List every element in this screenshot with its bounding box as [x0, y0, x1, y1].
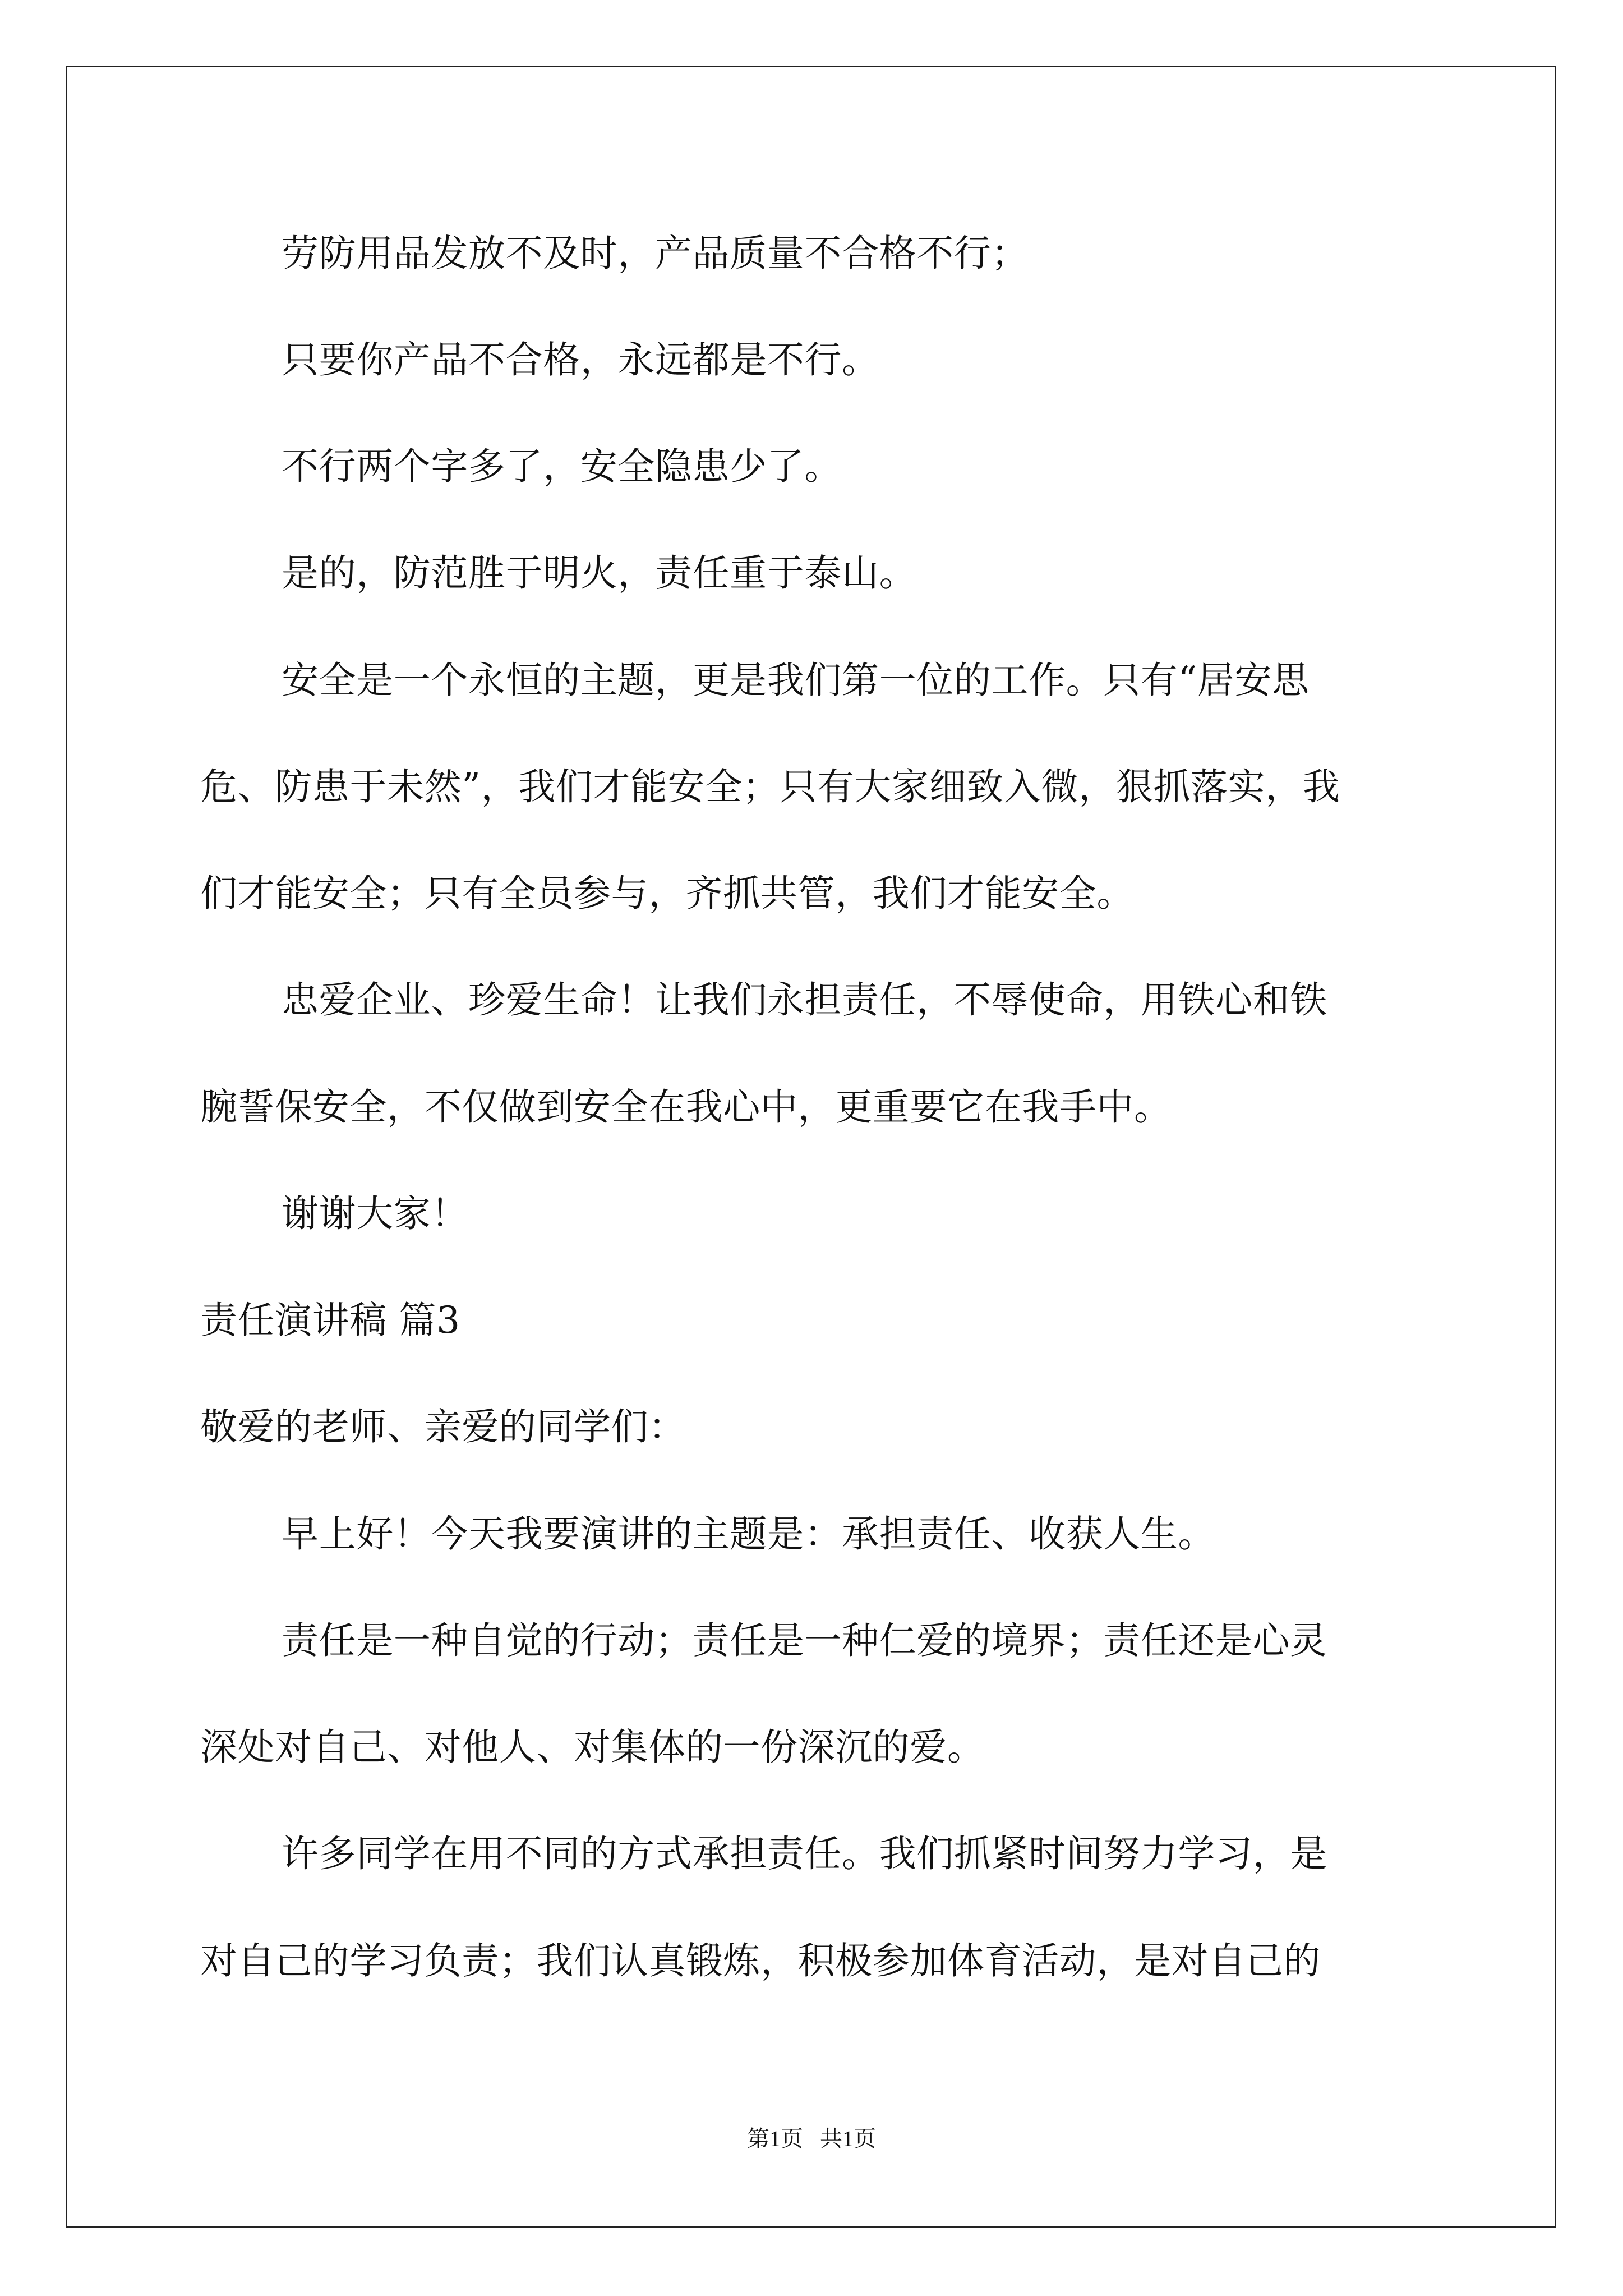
paragraph-line: 深处对自己、对他人、对集体的一份深沉的爱。: [200, 1726, 985, 1769]
section-heading: 责任演讲稿 篇3: [200, 1299, 460, 1342]
page-footer: [0, 2125, 1623, 2153]
paragraph-line: 们才能安全；只有全员参与，齐抓共管，我们才能安全。: [200, 872, 1134, 915]
paragraph-line: 安全是一个永恒的主题，更是我们第一位的工作。只有“居安思: [282, 659, 1310, 702]
paragraph-line: 只要你产品不合格，永远都是不行。: [282, 338, 879, 381]
page-number: 第1页: [747, 2126, 803, 2151]
paragraph-line: 危、防患于未然”，我们才能安全；只有大家细致入微，狠抓落实，我: [200, 765, 1340, 808]
paragraph-line: 谢谢大家！: [282, 1192, 468, 1235]
paragraph-line: 忠爱企业、珍爱生命！让我们永担责任，不辱使命，用铁心和铁: [282, 978, 1327, 1022]
paragraph-line: 腕誓保安全，不仅做到安全在我心中，更重要它在我手中。: [200, 1085, 1172, 1129]
paragraph-line: 责任是一种自觉的行动；责任是一种仁爱的境界；责任还是心灵: [282, 1619, 1327, 1662]
paragraph-line: 早上好！今天我要演讲的主题是：承担责任、收获人生。: [282, 1512, 1215, 1556]
paragraph-line: 劳防用品发放不及时，产品质量不合格不行；: [282, 232, 1029, 275]
paragraph-line: 是的，防范胜于明火，责任重于泰山。: [282, 551, 917, 595]
salutation: 敬爱的老师、亲爱的同学们：: [200, 1405, 686, 1448]
paragraph-line: 对自己的学习负责；我们认真锻炼，积极参加体育活动，是对自己的: [200, 1939, 1321, 1982]
page-border: [66, 66, 1556, 2228]
paragraph-line: 许多同学在用不同的方式承担责任。我们抓紧时间努力学习，是: [282, 1832, 1327, 1875]
paragraph-line: 不行两个字多了，安全隐患少了。: [282, 445, 842, 488]
page-total: 共1页: [820, 2126, 876, 2151]
